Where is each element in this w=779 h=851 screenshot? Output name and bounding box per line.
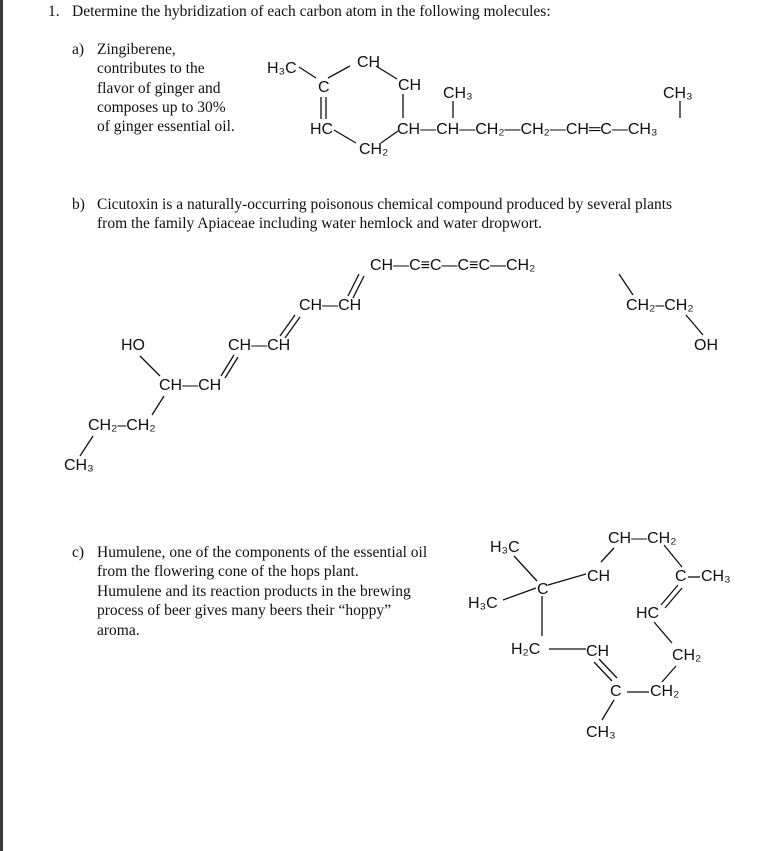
atom-label: CH₃ <box>701 568 731 585</box>
hydroxyl-label: OH <box>694 337 718 354</box>
part-c-line: process of beer gives many beers their “hoppy” <box>97 602 391 619</box>
part-c-line: from the flowering cone of the hops plant. <box>97 563 359 580</box>
chain-label: CH₂–CH₂ <box>88 417 156 434</box>
atom-label: CH₃ <box>443 85 473 102</box>
part-c-line: Humulene and its reaction products in the brewing <box>97 583 411 600</box>
atom-label: CH <box>398 77 422 94</box>
question-number: 1. <box>48 3 60 20</box>
part-a-label: a) <box>72 41 85 58</box>
part-c-line: aroma. <box>97 622 140 639</box>
chain-label: CH—CH₂ <box>608 530 677 547</box>
atom-label: CH₃ <box>663 85 693 102</box>
atom-label: H₃C <box>468 595 498 612</box>
bond <box>599 659 617 678</box>
atom-label: HC <box>310 121 334 138</box>
bond <box>514 556 537 581</box>
part-c-line: Humulene, one of the components of the essential oil <box>97 544 428 561</box>
bond <box>664 545 682 567</box>
hydroxyl-label: HO <box>121 337 145 354</box>
bond <box>602 700 614 720</box>
chain-label: CH—CH—CH₂—CH₂—CH═C—CH₃ <box>397 121 658 138</box>
chain-label: CH₂–CH₂ <box>626 297 694 314</box>
bond <box>548 574 586 585</box>
part-a-line: Zingiberene, <box>97 41 176 58</box>
part-a-line: flavor of ginger and <box>97 80 221 97</box>
atom-label: CH <box>586 643 610 660</box>
question-prompt: Determine the hybridization of each carbon atom in the following molecules: <box>72 3 551 20</box>
part-b-line: Cicutoxin is a naturally-occurring poisonous chemical compound produced by several plants <box>97 196 673 213</box>
part-a-line: composes up to 30% <box>97 99 226 116</box>
bond <box>654 622 672 643</box>
atom-label: C <box>537 581 549 598</box>
atom-label: CH₂ <box>359 141 389 158</box>
atom-label: CH₃ <box>64 457 94 474</box>
atom-label: H₃C <box>267 60 297 77</box>
chain-label: CH—C≡C—C≡C—CH₂ <box>370 257 536 274</box>
atom-label: HC <box>636 605 660 622</box>
chain-label: CH—CH <box>228 337 291 354</box>
atom-label: C <box>675 568 687 585</box>
atom-label: H₃C <box>490 539 520 556</box>
atom-label: C <box>610 683 622 700</box>
atom-label: H₂C <box>511 641 541 658</box>
part-c-label: c) <box>72 544 85 561</box>
chain-label: CH—CH <box>159 377 222 394</box>
bond <box>503 588 536 600</box>
chain-label: CH—CH <box>299 297 362 314</box>
atom-label: CH₃ <box>586 724 616 741</box>
bond <box>601 548 614 562</box>
part-a-line: of ginger essential oil. <box>97 118 235 135</box>
part-a-line: contributes to the <box>97 60 205 77</box>
bond <box>662 666 676 682</box>
bond <box>594 662 612 681</box>
part-b-line: from the family Apiaceae including water hemlock and water dropwort. <box>97 215 543 232</box>
atom-label: CH₂ <box>672 647 702 664</box>
atom-label: CH <box>357 54 381 71</box>
atom-label: C <box>318 79 330 96</box>
part-b-label: b) <box>72 196 85 213</box>
atom-label: CH₂ <box>650 683 680 700</box>
atom-label: CH <box>587 568 611 585</box>
